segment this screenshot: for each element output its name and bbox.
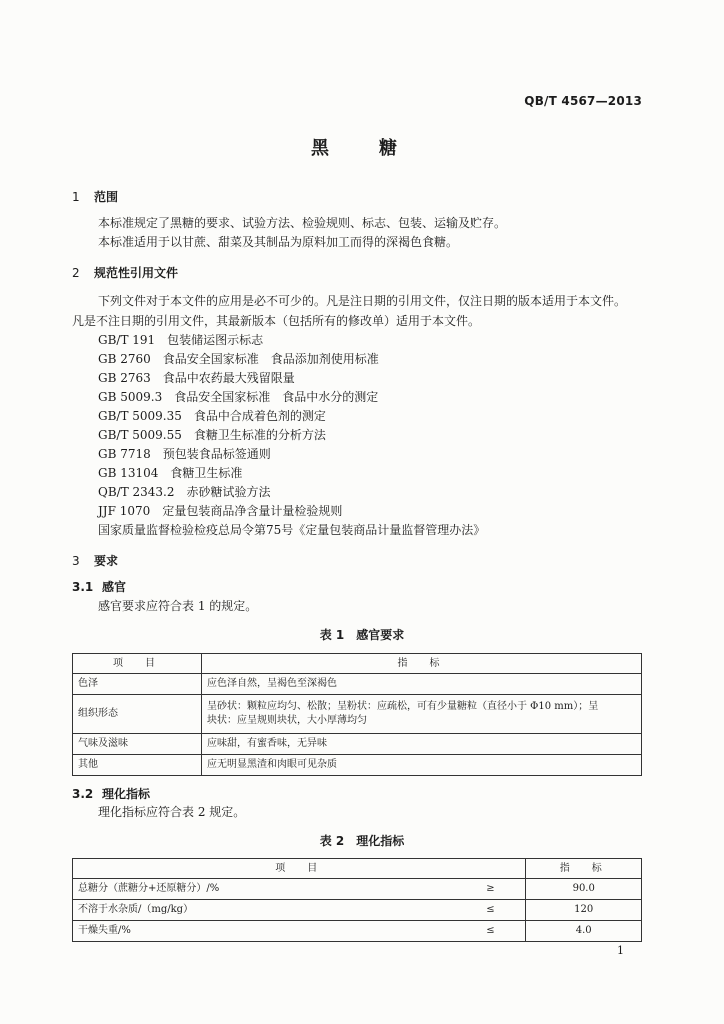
reference-item [98,370,295,386]
standard-code: QB/T 4567—2013 [524,94,642,108]
reference-code: GB 5009.3 [98,390,163,404]
table-row [73,734,642,755]
table-row [73,755,642,776]
reference-item [98,484,271,500]
section-title: 规范性引用文件 [94,266,179,280]
paragraph: 感官要求应符合表 1 的规定。 [98,599,258,613]
reference-item [98,389,378,405]
table-caption-text: 理化指标 [356,834,405,848]
cell-item: 组织形态 [73,695,202,734]
cell-value: 90.0 [526,879,642,900]
cell-value: 应无明显黑渣和肉眼可见杂质 [202,755,642,776]
reference-item [98,351,379,367]
reference-item [98,465,242,481]
reference-title: 食品安全国家标准 食品添加剂使用标准 [162,352,379,366]
reference-code: GB 13104 [98,466,159,480]
section-title: 范围 [94,190,119,204]
paragraph: 本标准规定了黑糖的要求、试验方法、检验规则、标志、包装、运输及贮存。 [98,216,507,230]
section-title: 要求 [94,554,119,568]
reference-title: 赤砂糖试验方法 [186,485,271,499]
section-number: 2 [72,266,80,280]
cell-item: 气味及滋味 [73,734,202,755]
reference-code: JJF 1070 [98,504,151,518]
paragraph: 下列文件对于本文件的应用是必不可少的。凡是注日期的引用文件，仅注日期的版本适用于本文件。 [98,294,627,308]
section-number: 1 [72,190,80,204]
reference-title: 食品中合成着色剂的测定 [193,409,326,423]
reference-title: 食糖卫生标准 [170,466,243,480]
page-number: 1 [617,944,624,957]
reference-code: QB/T 2343.2 [98,485,175,499]
cell-item: 干燥失重/% [73,921,456,942]
table-label: 表 2 [319,834,345,848]
cell-operator: ≤ [455,900,526,921]
column-header: 项 目 [73,654,202,674]
reference-item [98,408,326,424]
column-header: 指 标 [202,654,642,674]
section-number: 3.2 [72,787,94,801]
table-row [73,879,642,900]
table-1-caption [0,627,724,643]
table-2-caption [0,833,724,849]
paragraph: 本标准适用于以甘蔗、甜菜及其制品为原料加工而得的深褐色食糖。 [98,235,459,249]
cell-operator: ≤ [455,921,526,942]
reference-item [98,446,271,462]
cell-line: 块状：应呈规则块状，大小厚薄均匀 [207,715,367,726]
reference-code: GB/T 5009.35 [98,409,182,423]
section-title: 理化指标 [102,787,151,801]
cell-value: 120 [526,900,642,921]
table-physicochemical-indicators [72,858,642,942]
section-title: 感官 [102,580,127,594]
cell-item: 其他 [73,755,202,776]
reference-title: 食品安全国家标准 食品中水分的测定 [174,390,379,404]
cell-operator: ≥ [455,879,526,900]
table-label: 表 1 [319,628,345,642]
table-row [73,900,642,921]
reference-item [98,503,342,519]
reference-item [98,522,485,538]
section-number: 3 [72,554,80,568]
section-3-heading [72,553,118,569]
document-title: 黑 糖 [311,138,413,159]
reference-title: 包装储运图示标志 [167,333,264,347]
section-3-2-heading [72,786,150,802]
reference-title: 食糖卫生标准的分析方法 [193,428,326,442]
reference-title: 食品中农药最大残留限量 [162,371,295,385]
section-number: 3.1 [72,580,94,594]
table-row [73,674,642,695]
cell-item: 色泽 [73,674,202,695]
table-caption-text: 感官要求 [356,628,405,642]
reference-title: 定量包装商品净含量计量检验规则 [162,504,343,518]
cell-value [202,695,642,734]
cell-line: 呈砂状：颗粒应均匀、松散；呈粉状：应疏松，可有少量糖粒（直径小于 Φ10 mm）；呈 [207,701,599,712]
reference-title: 国家质量监督检验检疫总局令第75号《定量包装商品计量监督管理办法》 [98,523,486,537]
paragraph: 理化指标应符合表 2 规定。 [98,805,246,819]
reference-item [98,427,326,443]
reference-item [98,332,263,348]
section-2-heading [72,265,178,281]
reference-title: 预包装食品标签通则 [162,447,271,461]
cell-value: 4.0 [526,921,642,942]
reference-code: GB/T 191 [98,333,156,347]
table-sensory-requirements [72,653,642,776]
table-header-row [73,859,642,879]
section-1-heading [72,189,118,205]
reference-code: GB 2760 [98,352,151,366]
table-row [73,921,642,942]
section-3-1-heading [72,579,126,595]
cell-value: 应色泽自然，呈褐色至深褐色 [202,674,642,695]
reference-code: GB/T 5009.55 [98,428,182,442]
cell-value: 应味甜，有蜜香味，无异味 [202,734,642,755]
table-header-row [73,654,642,674]
column-header: 项 目 [73,859,526,879]
table-row [73,695,642,734]
cell-item: 总糖分（蔗糖分+还原糖分）/% [73,879,456,900]
reference-code: GB 7718 [98,447,151,461]
paragraph: 凡是不注日期的引用文件，其最新版本（包括所有的修改单）适用于本文件。 [72,314,481,328]
column-header: 指 标 [526,859,642,879]
cell-item: 不溶于水杂质/（mg/kg） [73,900,456,921]
reference-code: GB 2763 [98,371,151,385]
